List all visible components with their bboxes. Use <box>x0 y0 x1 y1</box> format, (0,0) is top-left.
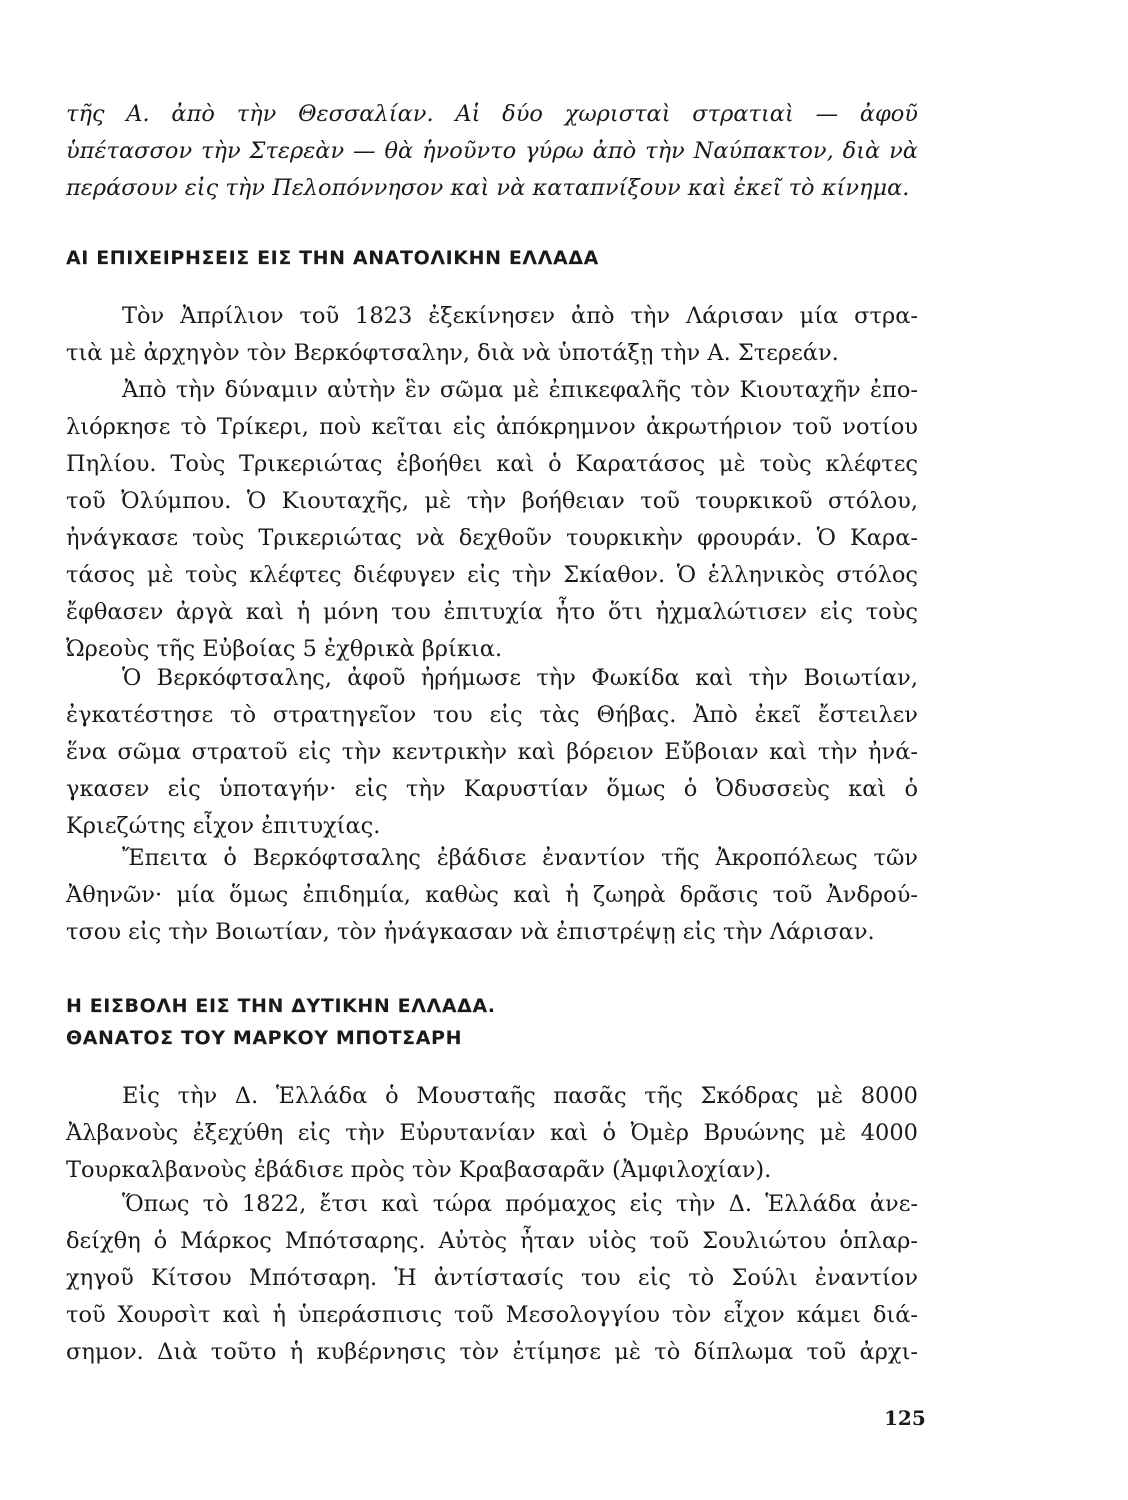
s1p2-line-2: λιόρκησε τὸ Τρίκερι, ποὺ κεῖται εἰς ἀπόκρημνον ἀκρωτήριον τοῦ νοτίου <box>66 414 918 440</box>
section1-paragraph-2 <box>66 372 918 668</box>
intro-line-2: ὑπέτασσον τὴν Στερεὰν — θὰ ἡνοῦντο γύρω ἀπὸ τὴν Ναύπακτον, διὰ νὰ <box>66 138 918 164</box>
s2p2-line-1: Ὅπως τὸ 1822, ἔτσι καὶ τώρα πρόμαχος εἰς τὴν Δ. Ἑλλάδα ἀνε- <box>122 1191 918 1217</box>
s1p2-line-5: ἠνάγκασε τοὺς Τρικεριώτας νὰ δεχθοῦν τουρκικὴν φρουράν. Ὁ Καρα- <box>66 525 918 551</box>
s2p2-line-2: δείχθη ὁ Μάρκος Μπότσαρης. Αὐτὸς ἦταν υἱὸς τοῦ Σουλιώτου ὁπλαρ- <box>66 1228 918 1254</box>
section2-heading-line-2: ΘΑΝΑΤΟΣ ΤΟΥ ΜΑΡΚΟΥ ΜΠΟΤΣΑΡΗ <box>66 1027 463 1049</box>
section1-paragraph-3 <box>66 660 918 845</box>
section1-heading: ΑΙ ΕΠΙΧΕΙΡΗΣΕΙΣ ΕΙΣ ΤΗΝ ΑΝΑΤΟΛΙΚΗΝ ΕΛΛΑΔΑ <box>66 247 599 269</box>
section2-heading-line-1: Η ΕΙΣΒΟΛΗ ΕΙΣ ΤΗΝ ΔΥΤΙΚΗΝ ΕΛΛΑΔΑ. <box>66 995 496 1017</box>
s1p4-line-2: Ἀθηνῶν· μία ὅμως ἐπιδημία, καθὼς καὶ ἡ ζωηρὰ δρᾶσις τοῦ Ἀνδρού- <box>66 882 918 908</box>
s1p3-line-2: ἐγκατέστησε τὸ στρατηγεῖον του εἰς τὰς Θήβας. Ἀπὸ ἐκεῖ ἔστειλεν <box>66 702 918 728</box>
s2p2-line-3: χηγοῦ Κίτσου Μπότσαρη. Ἡ ἀντίστασίς του εἰς τὸ Σούλι ἐναντίον <box>66 1265 918 1291</box>
section1-paragraph-4 <box>66 840 918 951</box>
s1p3-line-1: Ὁ Βερκόφτσαλης, ἀφοῦ ἠρήμωσε τὴν Φωκίδα καὶ τὴν Βοιωτίαν, <box>122 665 918 691</box>
s2p1-line-2: Ἀλβανοὺς ἐξεχύθη εἰς τὴν Εὐρυτανίαν καὶ ὁ Ὀμὲρ Βρυώνης μὲ 4000 <box>66 1120 918 1146</box>
s2p1-line-1: Εἰς τὴν Δ. Ἑλλάδα ὁ Μουσταῆς πασᾶς τῆς Σκόδρας μὲ 8000 <box>122 1083 918 1109</box>
page-number: 125 <box>884 1406 926 1430</box>
s2p2-line-5: σημον. Διὰ τοῦτο ἡ κυβέρνησις τὸν ἐτίμησε μὲ τὸ δίπλωμα τοῦ ἀρχι- <box>66 1339 918 1365</box>
s1p2-line-6: τάσος μὲ τοὺς κλέφτες διέφυγεν εἰς τὴν Σκίαθον. Ὁ ἑλληνικὸς στόλος <box>66 562 918 588</box>
s1p2-line-7: ἔφθασεν ἀργὰ καὶ ἡ μόνη του ἐπιτυχία ἦτο ὅτι ἠχμαλώτισεν εἰς τοὺς <box>66 599 918 625</box>
s1p4-line-1: Ἔπειτα ὁ Βερκόφτσαλης ἐβάδισε ἐναντίον τῆς Ἀκροπόλεως τῶν <box>122 845 918 871</box>
section1-paragraph-1 <box>66 298 918 372</box>
intro-line-3: περάσουν εἰς τὴν Πελοπόννησον καὶ νὰ καταπνίξουν καὶ ἐκεῖ τὸ κίνημα. <box>66 175 910 201</box>
s1p3-line-5: Κριεζώτης εἶχον ἐπιτυχίας. <box>66 813 381 839</box>
intro-line-1: τῆς Α. ἀπὸ τὴν Θεσσαλίαν. Αἱ δύο χωρισταὶ στρατιαὶ — ἀφοῦ <box>66 101 918 127</box>
s1p3-line-4: γκασεν εἰς ὑποταγήν· εἰς τὴν Καρυστίαν ὅμως ὁ Ὀδυσσεὺς καὶ ὁ <box>66 776 918 802</box>
s1p4-line-3: τσου εἰς τὴν Βοιωτίαν, τὸν ἠνάγκασαν νὰ ἐπιστρέψῃ εἰς τὴν Λάρισαν. <box>66 919 875 945</box>
s1p2-line-3: Πηλίου. Τοὺς Τρικεριώτας ἐβοήθει καὶ ὁ Καρατάσος μὲ τοὺς κλέφτες <box>66 451 918 477</box>
s2p2-line-4: τοῦ Χουρσὶτ καὶ ἡ ὑπεράσπισις τοῦ Μεσολογγίου τὸν εἶχον κάμει διά- <box>66 1302 918 1328</box>
s1p2-line-4: τοῦ Ὀλύμπου. Ὁ Κιουταχῆς, μὲ τὴν βοήθειαν τοῦ τουρκικοῦ στόλου, <box>66 488 918 514</box>
intro-paragraph <box>66 96 918 207</box>
section2-paragraph-2 <box>66 1186 918 1371</box>
section2-paragraph-1 <box>66 1078 918 1189</box>
s1p1-line-2: τιὰ μὲ ἀρχηγὸν τὸν Βερκόφτσαλην, διὰ νὰ ὑποτάξῃ τὴν Α. Στερεάν. <box>66 340 839 366</box>
s1p3-line-3: ἕνα σῶμα στρατοῦ εἰς τὴν κεντρικὴν καὶ βόρειον Εὔβοιαν καὶ τὴν ἠνά- <box>66 739 918 765</box>
s1p1-line-1: Τὸν Ἀπρίλιον τοῦ 1823 ἐξεκίνησεν ἀπὸ τὴν Λάρισαν μία στρα- <box>122 303 918 329</box>
s2p1-line-3: Τουρκαλβανοὺς ἐβάδισε πρὸς τὸν Κραβασαρᾶν (Ἀμφιλοχίαν). <box>66 1157 772 1183</box>
s1p2-line-1: Ἀπὸ τὴν δύναμιν αὐτὴν ἓν σῶμα μὲ ἐπικεφαλῆς τὸν Κιουταχῆν ἐπο- <box>122 377 918 403</box>
s1p2-line-8: Ὠρεοὺς τῆς Εὐβοίας 5 ἐχθρικὰ βρίκια. <box>66 636 503 662</box>
